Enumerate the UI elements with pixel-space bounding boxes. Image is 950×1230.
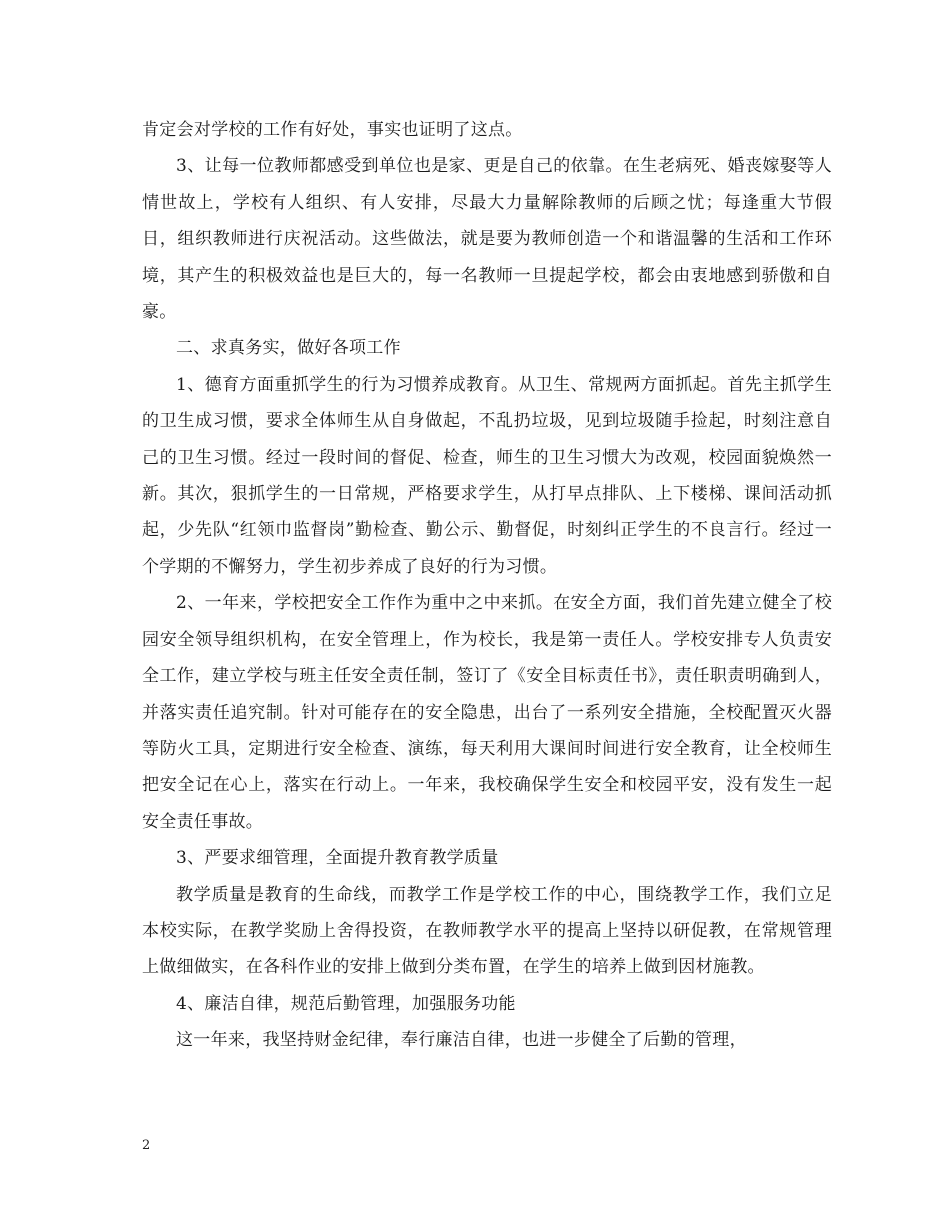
paragraph-3: 1、德育方面重抓学生的行为习惯养成教育。从卫生、常规两方面抓起。首先主抓学生的卫生成习惯，要求全体师生从自身做起，不乱扔垃圾，见到垃圾随手捡起，时刻注意自己的卫生习惯。经过一段时间的督促、检查，师生的卫生习惯大为改观，校园面貌焕然一新。其次，狠抓学生的一日常规，严格要求学生，从打早点排队、上下楼梯、课间活动抓起，少先队“红领巾监督岗”勤检查、勤公示、勤督促，时刻纠正学生的不良言行。经过一个学期的不懈努力，学生初步养成了良好的行为习惯。 [142,374,832,577]
page-number: 2 [142,1138,151,1153]
section-heading-2: 二、求真务实，做好各项工作 [176,338,401,359]
document-body [142,112,832,1059]
subheading-4: 4、廉洁自律，规范后勤管理，加强服务功能 [176,993,516,1014]
paragraph-5: 教学质量是教育的生命线，而教学工作是学校工作的中心，围绕教学工作，我们立足本校实际，在教学奖励上舍得投资，在教师教学水平的提高上坚持以研促教，在常规管理上做细做实，在各科作业的安排上做到分类布置，在学生的培养上做到因材施教。 [142,884,832,978]
paragraph-1: 肯定会对学校的工作有好处，事实也证明了这点。 [142,120,523,140]
paragraph-4: 2、一年来，学校把安全工作作为重中之中来抓。在安全方面，我们首先建立健全了校园安全领导组织机构，在安全管理上，作为校长，我是第一责任人。学校安排专人负责安全工作，建立学校与班主任安全责任制，签订了《安全目标责任书》，责任职责明确到人，并落实责任追究制。针对可能存在的安全隐患，出台了一系列安全措施，全校配置灭火器等防火工具，定期进行安全检查、演练，每天利用大课间时间进行安全教育，让全校师生把安全记在心上，落实在行动上。一年来，我校确保学生安全和校园平安，没有发生一起安全责任事故。 [142,593,832,832]
subheading-3: 3、严要求细管理，全面提升教育教学质量 [176,848,499,869]
paragraph-6: 这一年来，我坚持财金纪律，奉行廉洁自律，也进一步健全了后勤的管理， [176,1030,747,1051]
paragraph-2: 3、让每一位教师都感受到单位也是家、更是自己的依靠。在生老病死、婚丧嫁娶等人情世故上，学校有人组织、有人安排，尽最大力量解除教师的后顾之忧；每逢重大节假日，组织教师进行庆祝活动。这些做法，就是要为教师创造一个和谐温馨的生活和工作环境，其产生的积极效益也是巨大的，每一名教师一旦提起学校，都会由衷地感到骄傲和自豪。 [142,156,832,323]
